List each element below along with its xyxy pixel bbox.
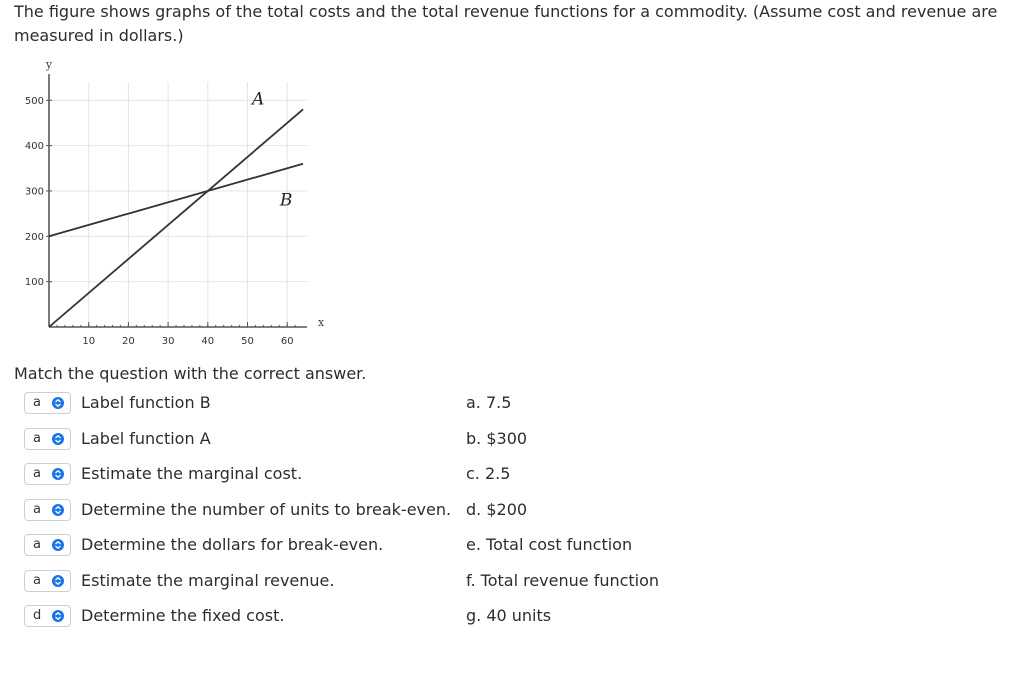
answer-select-value: a	[33, 395, 41, 410]
x-tick-label: 40	[201, 336, 215, 347]
answer-option: d. $200	[466, 499, 528, 519]
answer-option: b. $300	[466, 428, 528, 448]
y-tick-label: 200	[24, 231, 44, 243]
cost-revenue-chart	[18, 52, 328, 352]
answer-select[interactable]	[24, 605, 71, 627]
series-line-a	[49, 109, 303, 327]
chevron-up-down-icon	[52, 575, 64, 587]
x-tick-label: 50	[241, 336, 254, 347]
question-text: Determine the fixed cost.	[81, 606, 285, 625]
answer-select[interactable]	[24, 463, 71, 485]
match-prompt: Match the question with the correct answer.	[14, 364, 367, 383]
answer-select-value: a	[33, 466, 41, 481]
problem-statement: The figure shows graphs of the total costs and the total revenue functions for a commodity. (Assume cost and revenue are measured in dollars.)	[14, 2, 998, 45]
answer-select-value: a	[33, 501, 41, 517]
x-tick-label: 30	[161, 336, 175, 347]
chevron-up-down-icon	[52, 504, 64, 516]
answer-select[interactable]	[24, 570, 71, 592]
chevron-up-down-icon	[52, 610, 64, 622]
chart-svg	[18, 52, 328, 352]
question-row	[24, 604, 464, 630]
x-axis-label: x	[317, 316, 325, 329]
question-text: Determine the number of units to break-even.	[81, 499, 452, 519]
y-tick-label: 400	[24, 141, 44, 153]
answer-select-value: a	[33, 572, 41, 588]
series-line-b	[49, 164, 303, 237]
answer-select[interactable]	[24, 392, 71, 414]
question-row	[24, 427, 464, 453]
y-tick-label: 300	[24, 186, 44, 198]
answer-option: e. Total cost function	[466, 535, 633, 554]
y-tick-label: 100	[24, 277, 44, 289]
chevron-up-down-icon	[52, 468, 64, 480]
x-tick-label: 60	[280, 336, 294, 347]
answer-option: g. 40 units	[466, 606, 552, 625]
question-row	[24, 569, 464, 595]
question-text: Estimate the marginal cost.	[81, 464, 303, 483]
question-text: Determine the dollars for break-even.	[81, 535, 384, 554]
question-text: Label function A	[81, 428, 211, 448]
answer-select[interactable]	[24, 428, 71, 450]
x-tick-label: 10	[82, 336, 96, 347]
question-row	[24, 533, 464, 559]
question-row	[24, 462, 464, 488]
question-text: Estimate the marginal revenue.	[81, 570, 335, 590]
answer-select-value: d	[33, 608, 42, 623]
y-axis-label: y	[45, 58, 53, 72]
answer-option: a. 7.5	[466, 393, 512, 412]
x-tick-label: 20	[122, 336, 135, 347]
chevron-up-down-icon	[52, 433, 64, 445]
y-tick-label: 500	[24, 95, 44, 107]
answer-select[interactable]	[24, 534, 71, 556]
series-label-b: B	[279, 190, 293, 211]
answer-select[interactable]	[24, 499, 71, 521]
answer-option: c. 2.5	[466, 464, 511, 483]
answer-select-value: a	[33, 537, 41, 552]
answer-option: f. Total revenue function	[466, 570, 660, 590]
chevron-up-down-icon	[52, 397, 64, 409]
question-row	[24, 498, 464, 524]
question-text: Label function B	[81, 393, 211, 412]
chevron-up-down-icon	[52, 539, 64, 551]
question-row	[24, 391, 464, 417]
answer-select-value: a	[33, 430, 41, 446]
series-label-a: A	[251, 89, 265, 110]
